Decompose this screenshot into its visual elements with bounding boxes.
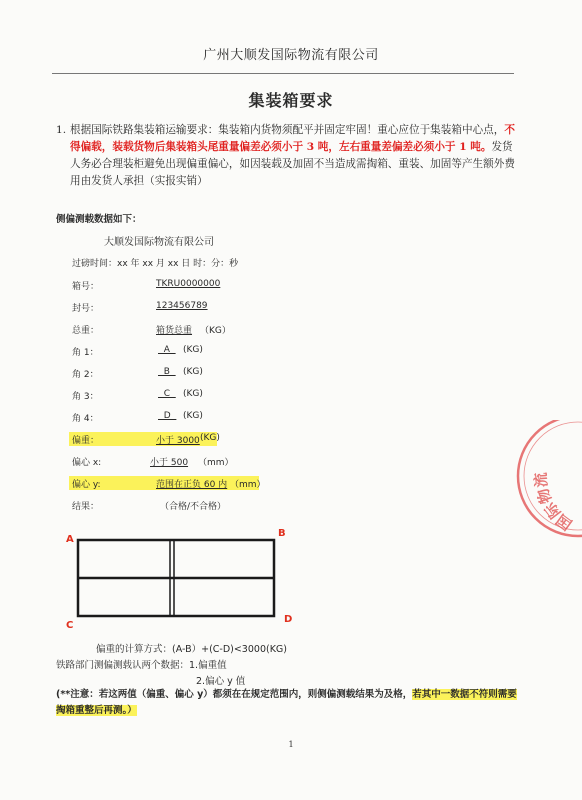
row-suffix: (KG) [183,411,203,421]
svg-text:国际物流 [532,472,576,534]
document-title: 集装箱要求 [248,91,334,110]
corner-label-d: D [284,614,293,625]
row-value: 范围在正负 60 内 [156,480,228,490]
row-label: 结果： [72,502,100,512]
row-label: 角 3： [72,392,99,402]
requirement-text-3: 发货人务必合理装柜避免出现偏重偏心，如因装载及加固不当造成需掏箱、重装、加固等产生额外费用由发货人承担（实报实销） [70,141,515,187]
row-suffix: （mm） [198,458,234,468]
note-prefix: (**注意：若这两值（偏重、偏心 y）都须在在规定范围内，则侧偏测载结果为及格， [56,689,413,700]
row-label: 总重： [72,326,100,336]
row-label: 封号： [72,304,100,314]
row-suffix: (KG) [183,345,203,355]
row-label: 角 2： [72,370,99,380]
row-value: C [158,389,176,399]
row-label: 角 4： [72,414,99,424]
row-label: 偏心 x: [72,458,102,468]
row-value: D [158,411,177,421]
row-suffix: (KG) [183,389,203,399]
row-value: 箱货总重 [156,326,193,336]
requirement-number: 1. [56,124,67,136]
row-value: 123456789 [156,301,208,311]
formula-text: 偏重的计算方式：(A-B）+(C-D)<3000(KG) [96,644,287,655]
row-suffix: （mm） [230,480,266,490]
row-label: 角 1： [72,348,99,358]
weigh-time: 过磅时间：xx 年 xx 月 xx 日 时：分：秒 [72,259,239,269]
row-label: 偏心 y: [72,480,101,490]
section-title: 侧偏测载数据如下： [56,214,142,225]
attention-note [56,687,526,719]
corner-label-b: B [278,528,286,539]
seal-text: 国际物流 [531,471,576,534]
note-highlight: 若其中一数据不符则需要掏箱重整后再测。） [56,689,517,716]
row-value: A [158,345,176,355]
requirement-red-text: 不得偏载，装载货物后集装箱头尾重量偏差必须小于 3 吨，左右重量差偏差必须小于 1 吨。 [70,124,515,153]
rail-requirement-line-2: 2.偏心 y 值 [196,676,246,687]
row-label: 偏重： [72,436,100,446]
requirement-text-1: 根据国际铁路集装箱运输要求：集装箱内货物须配平并固定牢固！重心应位于集装箱中心点， [70,124,505,136]
row-value: B [158,367,176,377]
row-value: 小于 500 [150,458,189,468]
header-rule [52,73,514,74]
corner-label-c: C [66,620,74,630]
row-suffix: （KG） [200,326,231,336]
record-company: 大顺发国际物流有限公司 [104,237,214,248]
rail-requirement-line-1: 铁路部门测偏测载认两个数据：1.偏重值 [56,660,227,671]
corner-label-a: A [66,534,74,545]
row-suffix: (KG) [200,433,220,443]
requirement-paragraph [56,122,522,190]
company-header: 广州大顺发国际物流有限公司 [203,48,379,63]
row-value: 小于 3000 [156,436,200,446]
row-value: TKRU0000000 [156,279,221,289]
row-suffix: （合格/不合格） [160,502,227,512]
page-number: 1 [288,740,294,749]
requirement-body [70,122,522,190]
row-label: 箱号： [72,282,100,292]
company-seal-stamp [508,420,582,540]
container-corner-diagram [62,528,302,630]
row-suffix: (KG) [183,367,203,377]
